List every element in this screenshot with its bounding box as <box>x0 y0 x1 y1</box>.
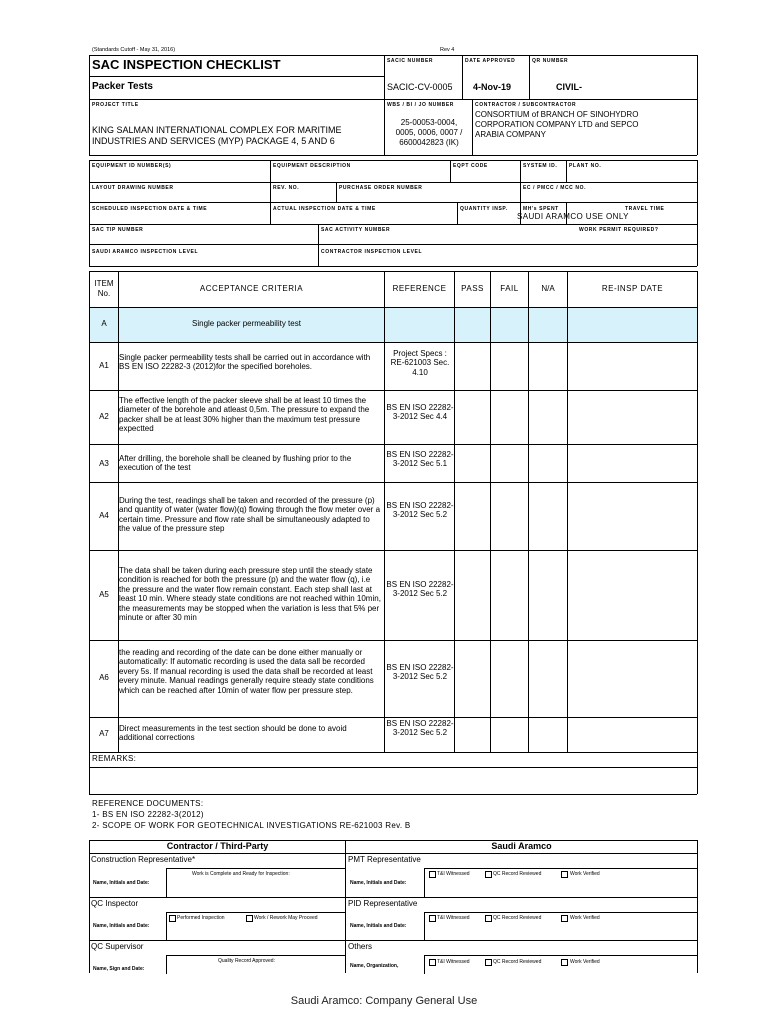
pid-rep-name-label: Name, Initials and Date: <box>350 923 407 929</box>
actual-inspection-label: ACTUAL INSPECTION DATE & TIME <box>273 206 376 212</box>
work-rework-label: Work / Rework May Proceed <box>254 915 318 921</box>
contractor-inspection-level-label: CONTRACTOR INSPECTION LEVEL <box>321 249 423 255</box>
contractor-header: Contractor / Third-Party <box>166 841 269 851</box>
equipment-id-label: EQUIPMENT ID NUMBER(S) <box>92 163 172 169</box>
reference-documents-label: REFERENCE DOCUMENTS: <box>92 799 204 808</box>
page-footer: Saudi Aramco: Company General Use <box>290 995 478 1007</box>
sac-tip-label: SAC TIP NUMBER <box>92 227 144 233</box>
scheduled-inspection-label: SCHEDULED INSPECTION DATE & TIME <box>92 206 208 212</box>
rev-no-label: REV. NO. <box>273 185 300 191</box>
others-work-verified-label: Work Verified <box>570 959 600 965</box>
pmt-work-verified-checkbox[interactable] <box>561 871 568 878</box>
pmt-work-verified-label: Work Verified <box>570 871 600 877</box>
sac-activity-label: SAC ACTIVITY NUMBER <box>321 227 391 233</box>
purchase-order-label: PURCHASE ORDER NUMBER <box>339 185 423 191</box>
pmt-qc-record-label: QC Record Reviewed <box>493 871 542 877</box>
wbs-label: WBS / BI / JO NUMBER <box>387 102 455 108</box>
item-no-a4: A4 <box>99 511 109 520</box>
pid-ti-witnessed-checkbox[interactable] <box>429 915 436 922</box>
reference-a6: BS EN ISO 22282-3-2012 Sec 5.2 <box>386 663 454 682</box>
pid-work-verified-label: Work Verified <box>570 915 600 921</box>
reference-a1: Project Specs : RE-621003 Sec. 4.10 <box>390 349 450 377</box>
item-no-a1: A1 <box>99 361 109 370</box>
reference-header: REFERENCE <box>392 284 447 293</box>
mh-spent-label: MH's SPENT <box>523 206 559 212</box>
reference-a7: BS EN ISO 22282-3-2012 Sec 5.2 <box>386 719 454 738</box>
pid-ti-witnessed-label: T&I Witnessed <box>437 915 470 921</box>
remarks-label: REMARKS: <box>92 754 137 763</box>
pmt-ti-witnessed-checkbox[interactable] <box>429 871 436 878</box>
criteria-a1: Single packer permeability tests shall be carried out in accordance with BS EN ISO 22282-3 (2012)for the specified boreholes. <box>119 353 371 372</box>
others-name-label: Name, Organization, <box>350 963 399 969</box>
construction-rep-label: Construction Representative* <box>91 855 196 864</box>
others-qc-record-label: QC Record Reviewed <box>493 959 542 965</box>
ec-pmcc-label: EC / PMCC / MCC NO. <box>523 185 587 191</box>
criteria-a2: The effective length of the packer sleeve shall be at least 10 times the diameter of the borehole and atleast 0,5m. The pressure to expand the packer shall be at least 30% higher than the maximum test pressure expectted <box>119 396 370 434</box>
item-no-a3: A3 <box>99 459 109 468</box>
section-a-item: A <box>101 319 107 328</box>
item-no-a7: A7 <box>99 729 109 738</box>
section-a-title: Single packer permeability test <box>192 319 301 328</box>
date-approved-label: DATE APPROVED <box>465 58 516 64</box>
sacic-number-label: SACIC NUMBER <box>387 58 434 64</box>
contractor-value: CONSORTIUM of BRANCH OF SINOHYDRO CORPORATION COMPANY LTD and SEPCO ARABIA COMPANY <box>475 110 639 139</box>
performed-inspection-label: Performed Inspection <box>177 915 225 921</box>
qc-supervisor-label: QC Supervisor <box>91 942 144 951</box>
system-id-label: SYSTEM ID. <box>523 163 558 169</box>
plant-no-label: PLANT NO. <box>569 163 602 169</box>
page-title: SAC INSPECTION CHECKLIST <box>92 57 281 72</box>
reference-a3: BS EN ISO 22282-3-2012 Sec 5.1 <box>386 450 454 469</box>
pid-work-verified-checkbox[interactable] <box>561 915 568 922</box>
work-complete-label: Work is Complete and Ready for Inspection: <box>192 871 290 877</box>
project-title-line2: INDUSTRIES AND SERVICES (MYP) PACKAGE 4, 5 AND 6 <box>92 136 335 146</box>
qc-supervisor-name-label: Name, Sign and Date: <box>93 966 145 972</box>
item-no-header: ITEM No. <box>94 279 114 298</box>
standards-cutoff: (Standards Cutoff - May 31, 2016) <box>92 47 176 53</box>
quality-record-label: Quality Record Approved: <box>218 958 275 964</box>
qc-inspector-name-label: Name, Initials and Date: <box>93 923 150 929</box>
aramco-use-only: SAUDI ARAMCO USE ONLY <box>517 212 629 221</box>
reference-a2: BS EN ISO 22282-3-2012 Sec 4.4 <box>386 403 454 422</box>
layout-drawing-label: LAYOUT DRAWING NUMBER <box>92 185 174 191</box>
sa-inspection-level-label: SAUDI ARAMCO INSPECTION LEVEL <box>92 249 199 255</box>
sacic-number-value: SACIC-CV-0005 <box>387 82 453 92</box>
eqpt-code-label: EQPT CODE <box>453 163 488 169</box>
work-rework-checkbox[interactable] <box>246 915 253 922</box>
criteria-a6: the reading and recording of the date can be done either manually or automatically: If automatic recording is used the data sall be recorded every 5s. If manual recording is used the data shall be recorded at least every minute. Manual readings generally require steady state conditions which can be reached after 10min of water flow per pressure step. <box>119 648 374 695</box>
pid-rep-label: PID Representative <box>348 899 418 908</box>
qr-number-label: QR NUMBER <box>532 58 569 64</box>
performed-inspection-checkbox[interactable] <box>169 915 176 922</box>
pass-header: PASS <box>461 284 484 293</box>
pid-qc-record-checkbox[interactable] <box>485 915 492 922</box>
reference-a5: BS EN ISO 22282-3-2012 Sec 5.2 <box>386 580 454 599</box>
date-approved-value: 4-Nov-19 <box>473 82 512 92</box>
contractor-label: CONTRACTOR / SUBCONTRACTOR <box>475 102 577 108</box>
project-title-line1: KING SALMAN INTERNATIONAL COMPLEX FOR MARITIME <box>92 125 342 135</box>
pmt-rep-label: PMT Representative <box>348 855 421 864</box>
pmt-qc-record-checkbox[interactable] <box>485 871 492 878</box>
work-permit-label: WORK PERMIT REQUIRED? <box>579 227 659 233</box>
reference-item-2: 2- SCOPE OF WORK FOR GEOTECHNICAL INVESTIGATIONS RE-621003 Rev. B <box>92 821 411 830</box>
criteria-a3: After drilling, the borehole shall be cleaned by flushing prior to the execution of the test <box>119 454 352 473</box>
travel-time-label: TRAVEL TIME <box>625 206 665 212</box>
reinsp-date-header: RE-INSP DATE <box>601 284 664 293</box>
item-no-a5: A5 <box>99 590 109 599</box>
reference-documents <box>92 798 411 831</box>
aramco-header: Saudi Aramco <box>491 841 552 851</box>
fail-header: FAIL <box>500 284 519 293</box>
reference-a4: BS EN ISO 22282-3-2012 Sec 5.2 <box>386 501 454 520</box>
others-label: Others <box>348 942 373 951</box>
reference-item-1: 1- BS EN ISO 22282-3(2012) <box>92 810 204 819</box>
wbs-value: 25-00053-0004, 0005, 0006, 0007 / 6600042823 (IK) <box>395 118 463 147</box>
others-qc-record-checkbox[interactable] <box>485 959 492 966</box>
item-no-a2: A2 <box>99 412 109 421</box>
criteria-a7: Direct measurements in the test section should be done to avoid additional corrections <box>119 724 347 743</box>
criteria-a4: During the test, readings shall be taken and recorded of the pressure (p) and quantity of water (water flow)(q) flowing through the flow meter over a certain time. Pressure and flow rate shall be simultaneously adapted to the value of the pressure step <box>119 496 381 534</box>
project-title-label: PROJECT TITLE <box>92 102 139 108</box>
pid-qc-record-label: QC Record Reviewed <box>493 915 542 921</box>
checklist-subtitle: Packer Tests <box>92 81 153 92</box>
acceptance-criteria-header: ACCEPTANCE CRITERIA <box>199 284 304 293</box>
na-header: N/A <box>541 284 555 293</box>
revision: Rev 4 <box>440 47 455 53</box>
item-no-a6: A6 <box>99 673 109 682</box>
others-ti-witnessed-label: T&I Witnessed <box>437 959 470 965</box>
criteria-a5: The data shall be taken during each pressure step until the steady state condition is reached for both the pressure (p) and the water flow (q), i.e the pressure and the water flow remain constant. Each step shall last at least 10 min. Where steady state conditions are not reached within 10min, the measurements may be stopped when the variation is less that 5% per minute or after 30 min <box>119 566 381 623</box>
construction-rep-name-label: Name, Initials and Date: <box>93 880 150 886</box>
qr-number-value: CIVIL- <box>556 82 582 92</box>
section-a-row <box>90 307 697 342</box>
qc-inspector-label: QC Inspector <box>91 899 139 908</box>
equipment-description-label: EQUIPMENT DESCRIPTION <box>273 163 351 169</box>
quantity-insp-label: QUANTITY INSP. <box>460 206 508 212</box>
others-ti-witnessed-checkbox[interactable] <box>429 959 436 966</box>
pmt-rep-name-label: Name, Initials and Date: <box>350 880 407 886</box>
pmt-ti-witnessed-label: T&I Witnessed <box>437 871 470 877</box>
others-work-verified-checkbox[interactable] <box>561 959 568 966</box>
